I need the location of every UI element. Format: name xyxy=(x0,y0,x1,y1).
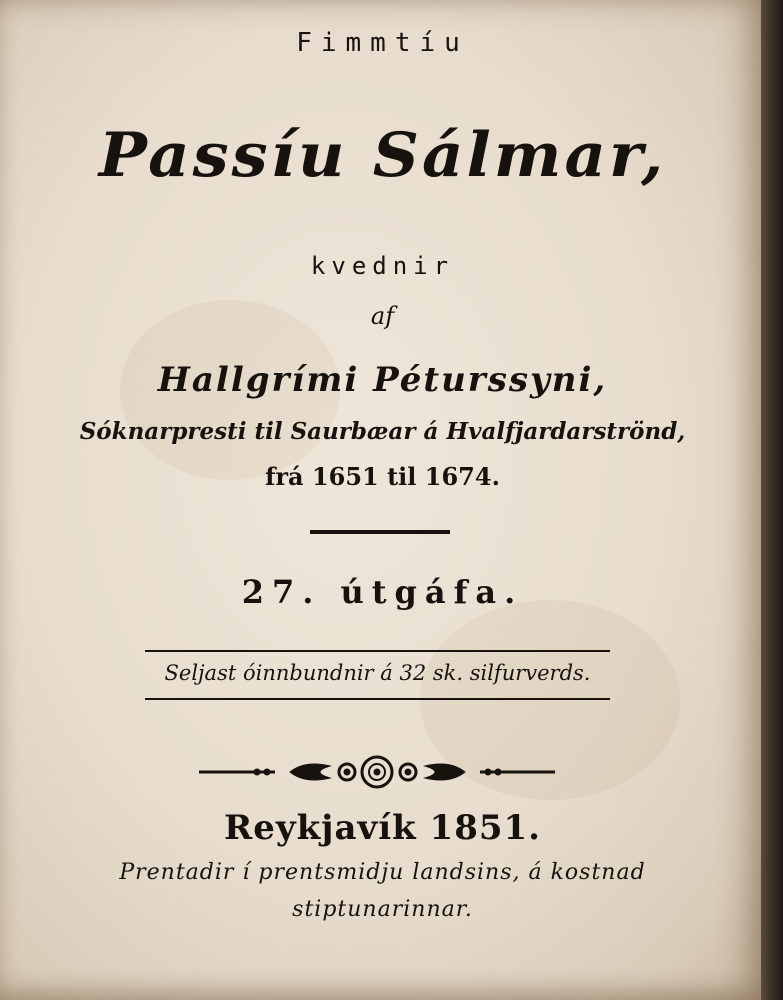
book-title: Passíu Sálmar, xyxy=(98,119,667,192)
book-edge xyxy=(761,0,783,1000)
place-year: Reykjavík 1851. xyxy=(223,808,542,848)
printer-line-1: Prentadir í prentsmidju landsins, á kostnad xyxy=(119,860,646,885)
price-text: Seljast óinnbundnir á 32 sk. silfurverds. xyxy=(164,661,591,685)
author-role: Sóknarpresti til Saurbæar á Hvalfjardarströnd, xyxy=(79,418,686,445)
heading-fimmtiu: Fimmtíu xyxy=(296,28,469,58)
divider-rule xyxy=(310,530,450,534)
author-years: frá 1651 til 1674. xyxy=(265,462,500,491)
price-box xyxy=(145,650,610,700)
ornament-icon xyxy=(195,752,560,792)
printer-line-2: stiptunarinnar. xyxy=(292,897,473,922)
kvednir-line: kvednir xyxy=(310,252,455,280)
edition-line: 27. útgáfa. xyxy=(241,573,524,611)
author-name: Hallgrími Péturssyni, xyxy=(157,360,608,400)
af-line: af xyxy=(370,302,395,330)
